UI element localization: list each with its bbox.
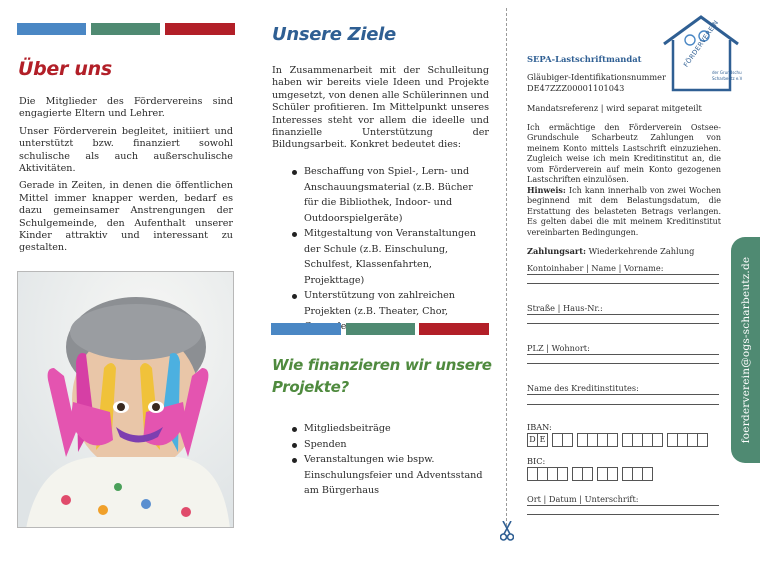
list-item: Mitgliedsbeiträge bbox=[290, 421, 485, 437]
logo-small-text: Scharbeutz e.V. bbox=[712, 76, 742, 81]
iban-box bbox=[697, 433, 708, 447]
color-bars-left bbox=[17, 23, 235, 35]
bic-label: BIC: bbox=[527, 456, 546, 466]
payment-type bbox=[527, 246, 694, 256]
city-field[interactable]: PLZ | Wohnort: bbox=[527, 343, 719, 355]
creditor-block bbox=[527, 72, 667, 94]
bic-field[interactable] bbox=[527, 467, 653, 481]
goals-heading: Unsere Ziele bbox=[272, 24, 396, 45]
iban-field[interactable] bbox=[527, 433, 708, 447]
sepa-title: SEPA-Lastschriftmandat bbox=[527, 54, 642, 64]
list-item: Unterstützung von zahlreichen Projekten (z.B. Theater, Chor, bbox=[290, 288, 490, 335]
iban-box bbox=[562, 433, 573, 447]
goals-list bbox=[290, 164, 490, 335]
signature-field[interactable]: Ort | Datum | Unterschrift: bbox=[527, 494, 719, 506]
creditor-id: DE47ZZZ00001101043 bbox=[527, 83, 625, 93]
account-holder-field-line2[interactable] bbox=[527, 283, 719, 284]
iban-box: D bbox=[527, 433, 538, 447]
funding-heading-line: Wie finanzieren wir unsere bbox=[272, 356, 492, 374]
about-paragraph: Unser Förderverein begleitet, initiiert und unterstützt bzw. finanziert sowohl schulische als auch außerschulische Aktivitäten. bbox=[19, 125, 233, 175]
bic-box bbox=[582, 467, 593, 481]
about-paragraph: Die Mitglieder des Fördervereins sind engagierte Eltern und Lehrer. bbox=[19, 96, 233, 120]
iban-box: E bbox=[537, 433, 548, 447]
logo-text: FÖRDERVEREIN bbox=[682, 18, 721, 69]
left-heading: Über uns bbox=[18, 58, 112, 80]
funding-heading-line: Projekte? bbox=[272, 378, 349, 396]
left-text bbox=[19, 96, 233, 255]
list-item: Veranstaltungen wie bspw. Einschulungsfeier und Adventsstand am Bürgerhaus bbox=[290, 452, 485, 499]
iban-box bbox=[607, 433, 618, 447]
bank-name-field-line2[interactable] bbox=[527, 404, 719, 405]
street-field[interactable]: Straße | Haus-Nr.: bbox=[527, 303, 719, 315]
hint-text bbox=[527, 185, 721, 238]
bic-box bbox=[557, 467, 568, 481]
color-bars-middle bbox=[271, 323, 489, 335]
scissors-icon bbox=[500, 521, 514, 541]
hint-body: Ich kann innerhalb von zwei Wochen beginnend mit dem Belastungsdatum, die Erstattung des belasteten Betrags verlangen. Es gelten dabei die mit meinem Kreditinstitut vereinbarten Bedingungen. bbox=[527, 186, 721, 237]
hint-label: Hinweis: bbox=[527, 185, 566, 195]
mandate-reference: Mandatsreferenz | wird separat mitgeteilt bbox=[527, 103, 702, 113]
bic-box bbox=[642, 467, 653, 481]
authorization-text: Ich ermächtige den Förderverein Ostsee-Grundschule Scharbeutz Zahlungen von meinem Konto mittels Lastschrift einzuziehen. Zugleich weise ich mein Kreditinstitut an, die vom Förderverein auf mein Konto gezogenen Lastschriften einzulösen. bbox=[527, 123, 721, 185]
funding-heading bbox=[272, 354, 492, 398]
payment-value: Wiederkehrende Zahlung bbox=[586, 246, 695, 256]
list-item: Mitgestaltung von Veranstaltungen der Schule (z.B. Einschulung, Schulfest, Klassenfahrten, Projekttage) bbox=[290, 226, 490, 288]
city-field-line2[interactable] bbox=[527, 363, 719, 364]
fold-line bbox=[506, 8, 507, 526]
logo-small-text: der Grundschule bbox=[712, 70, 742, 75]
child-photo bbox=[17, 271, 234, 528]
signature-field-line2[interactable] bbox=[527, 514, 719, 515]
creditor-label: Gläubiger-Identifikationsnummer bbox=[527, 72, 666, 82]
iban-label: IBAN: bbox=[527, 422, 552, 432]
iban-box bbox=[652, 433, 663, 447]
list-item: Spenden bbox=[290, 437, 485, 453]
email-address: foerderverein@ogs-scharbeutz.de bbox=[739, 256, 752, 444]
goals-intro: In Zusammenarbeit mit der Schulleitung haben wir bereits viele Ideen und Projekte umgesetzt, von denen alle Schülerinnen und Schüler profitieren. Im Mittelpunkt unseres Interesses steht vor allem die ideelle und finanzielle Unterstützung der Bildungsarbeit. Konkret bedeutet dies: bbox=[272, 65, 489, 151]
about-paragraph: Gerade in Zeiten, in denen die öffentlichen Mittel immer knapper werden, bedarf es dazu gemeinsamer Anstrengungen der Schulgemeinde, den Aufenthalt unserer Kinder attraktiv und interessant zu gestalten. bbox=[19, 180, 233, 254]
bic-box bbox=[607, 467, 618, 481]
bank-name-field[interactable]: Name des Kreditinstitutes: bbox=[527, 383, 719, 395]
funding-list bbox=[290, 421, 485, 499]
email-side-tab[interactable] bbox=[731, 237, 760, 463]
payment-label: Zahlungsart: bbox=[527, 246, 587, 256]
account-holder-field[interactable]: Kontoinhaber | Name | Vorname: bbox=[527, 263, 719, 275]
house-logo-icon bbox=[660, 14, 742, 94]
street-field-line2[interactable] bbox=[527, 323, 719, 324]
list-item: Beschaffung von Spiel-, Lern- und Anschauungsmaterial (z.B. Bücher für die Bibliothek, Indoor- und Outdoorspielgeräte) bbox=[290, 164, 490, 226]
